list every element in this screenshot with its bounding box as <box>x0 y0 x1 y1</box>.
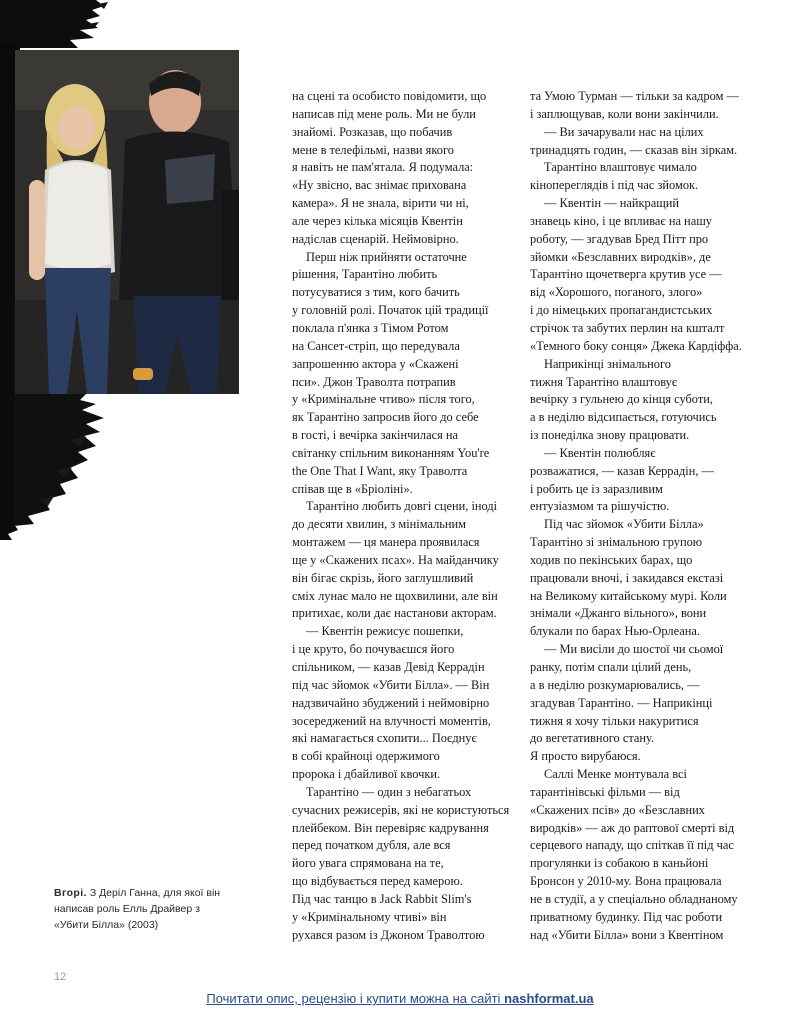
text-line: блукали по барах Нью-Орлеана. <box>530 624 700 639</box>
text-line: в собі крайноці одержимого <box>292 749 440 764</box>
text-line: камера». Я не знала, вірити чи ні, <box>292 196 469 211</box>
photo-caption <box>54 885 234 933</box>
text-line: він бігає скрізь, його заглушливий <box>292 570 474 585</box>
text-line: його увага спрямована на те, <box>292 856 444 871</box>
text-line: ентузіазмом та рішучістю. <box>530 499 670 514</box>
text-line: у головній ролі. Початок цій традиції <box>292 303 489 318</box>
text-line: перед початком дубля, але вся <box>292 838 451 853</box>
text-line: на Великому китайському мурі. Коли <box>530 588 727 603</box>
text-line: знавець кіно, і це впливає на нашу <box>530 213 712 228</box>
text-line: до десяти хвилин, з мінімальним <box>292 517 467 532</box>
text-line: не в студії, а у спеціально обладнаному <box>530 891 738 906</box>
text-line: рухався разом із Джоном Траволтою <box>292 927 485 942</box>
text-line: Я просто вирубаюся. <box>530 749 641 764</box>
text-line: плейбеком. Він перевіряє кадрування <box>292 820 489 835</box>
text-line: серцевого нападу, що спіткав її під час <box>530 838 734 853</box>
text-line: та Умою Турман — тільки за кадром — <box>530 89 739 103</box>
text-line: зйомки «Безславних виродків», де <box>530 249 711 264</box>
text-line: що відбувається перед камерою. <box>292 874 463 889</box>
text-line: сміх лунає мало не щохвилини, але він <box>292 588 498 603</box>
text-line: притихає, коли дає настанови акторам. <box>292 606 497 621</box>
text-line: від «Хорошого, поганого, злого» <box>530 285 703 300</box>
text-line: Тарантіно — один з небагатьох <box>306 784 472 799</box>
text-column-2 <box>530 88 754 945</box>
text-line: ранку, потім спали цілий день, <box>530 660 692 674</box>
shop-link-text: Почитати опис, рецензію і купити можна на сайті <box>206 991 505 1006</box>
page-number: 12 <box>54 971 67 983</box>
text-line: знайомі. Розказав, що побачив <box>292 124 453 139</box>
text-line: над «Убити Білла» вони з Квентіном <box>530 927 724 942</box>
text-line: прогулянки із собакою в каньйоні <box>530 856 709 871</box>
text-line: the One That I Want, яку Траволта <box>292 463 468 478</box>
text-line: до вегетативного стану. <box>530 731 655 746</box>
text-line: працювали вночі, і закидався екстазі <box>530 570 724 585</box>
text-line: «Темного боку сонця» Джека Кардіффа. <box>530 338 742 353</box>
photo-daryl-hannah-tarantino <box>15 50 239 394</box>
text-line: Перш ніж прийняти остаточне <box>306 249 467 264</box>
text-line: мене в телефільмі, назви якого <box>292 142 454 157</box>
text-line: спільником, — казав Девід Керрадін <box>292 660 485 674</box>
text-line: Тарантіно щочетверга крутив усе — <box>530 267 722 282</box>
text-line: ще у «Скажених псах». На майданчику <box>292 552 499 567</box>
text-line: а в неділю відсипається, готуючись <box>530 410 717 425</box>
text-line: на сцені та особисто повідомити, що <box>292 89 487 103</box>
text-line: ходив по пекінських барах, що <box>530 552 693 567</box>
shop-link-site: nashformat.ua <box>504 991 594 1006</box>
text-line: Саллі Менке монтувала всі <box>544 767 687 782</box>
text-line: співав ще в «Бріоліні». <box>292 481 413 496</box>
text-line: написав під мене роль. Ми не були <box>292 106 476 121</box>
text-line: — Квентін режисує пошепки, <box>306 624 464 639</box>
caption-text: З Деріл Ганна, для якої він написав роль Елль Драйвер з «Убити Білла» (2003) <box>54 887 221 931</box>
text-line: потусуватися з тим, кого бачить <box>292 285 460 300</box>
text-line: Наприкінці знімального <box>544 356 671 371</box>
text-line: а в неділю розкумарювались, — <box>530 677 700 692</box>
text-line: вечірку з гульнею до кінця суботи, <box>530 392 713 407</box>
text-line: під час зйомок «Убити Білла». — Він <box>292 677 490 692</box>
text-line: Під час танцю в Jack Rabbit Slim's <box>292 891 472 906</box>
text-line: тринадцять годин, — сказав він зіркам. <box>530 142 738 157</box>
text-line: запрошенню актора у «Скажені <box>292 356 459 371</box>
text-line: тижня Тарантіно влаштовує <box>530 374 678 389</box>
text-line: сучасних режисерів, які не користуються <box>292 802 510 817</box>
text-line: в гості, і вечірка закінчилася на <box>292 428 459 443</box>
text-line: кінопереглядів і під час зйомок. <box>530 178 699 193</box>
text-line: розважатися, — казав Керрадін, — <box>530 463 714 478</box>
shop-link[interactable] <box>0 991 800 1006</box>
text-line: виродків» — аж до раптової смерті від <box>530 820 735 835</box>
text-line: і заплющував, коли вони закінчили. <box>530 106 719 121</box>
caption-lead: Вгорі. <box>54 887 87 899</box>
text-line: «Ну звісно, вас знімає прихована <box>292 178 467 193</box>
text-line: які намагається схопити... Поєднує <box>292 731 477 746</box>
text-line: тарантінівські фільми — від <box>530 784 680 799</box>
text-line: Тарантіно зі знімальною групою <box>530 535 703 550</box>
text-line: роботу, — згадував Бред Пітт про <box>530 231 709 246</box>
text-line: знімали «Джанго вільного», вони <box>530 606 707 621</box>
text-line: і до німецьких пропагандистських <box>530 303 713 318</box>
text-line: «Скажених псів» до «Безславних <box>530 802 705 817</box>
text-line: стрічок та забутих перлин на кшталт <box>530 320 725 335</box>
text-line: — Квентін — найкращий <box>544 196 680 211</box>
text-line: поклала п'янка з Тімом Ротом <box>292 320 449 335</box>
text-line: із понеділка знову працювати. <box>530 428 690 443</box>
text-line: світанку спільним виконанням You're <box>292 445 490 460</box>
text-line: на Сансет-стріп, що передувала <box>292 338 460 353</box>
text-line: монтажем — ця манера проявилася <box>292 535 480 550</box>
text-line: зосереджений на влучності моментів, <box>292 713 491 728</box>
text-line: надіслав сценарій. Неймовірно. <box>292 231 459 246</box>
text-line: як Тарантіно запросив його до себе <box>292 410 479 425</box>
text-line: у «Кримінальне чтиво» після того, <box>292 392 475 407</box>
text-line: приватному будинку. Під час роботи <box>530 909 723 924</box>
text-line: і робить це із заразливим <box>530 481 663 496</box>
text-line: — Ми висіли до шостої чи сьомої <box>544 642 724 657</box>
text-line: рішення, Тарантіно любить <box>292 267 438 282</box>
text-column-1 <box>292 88 516 945</box>
text-line: але через кілька місяців Квентін <box>292 213 463 228</box>
text-line: — Квентін полюбляє <box>544 445 656 460</box>
text-line: Тарантіно влаштовує чимало <box>544 160 697 175</box>
text-line: — Ви зачарували нас на цілих <box>544 124 704 139</box>
text-line: згадував Тарантіно. — Наприкінці <box>530 695 713 710</box>
text-line: тижня я хочу тільки накуритися <box>530 713 699 728</box>
text-line: пси». Джон Траволта потрапив <box>292 374 456 389</box>
text-line: надзвичайно збуджений і неймовірно <box>292 695 490 710</box>
text-line: пророка і дбайливої квочки. <box>292 767 441 782</box>
text-line: Бронсон у 2010-му. Вона працювала <box>530 874 722 889</box>
text-line: у «Кримінальному чтиві» він <box>292 909 447 924</box>
text-line: я навіть не пам'ятала. Я подумала: <box>292 160 474 175</box>
text-line: і це круто, бо почуваєшся його <box>292 642 455 657</box>
text-line: Під час зйомок «Убити Білла» <box>544 517 704 532</box>
text-line: Тарантіно любить довгі сцени, іноді <box>306 499 498 514</box>
